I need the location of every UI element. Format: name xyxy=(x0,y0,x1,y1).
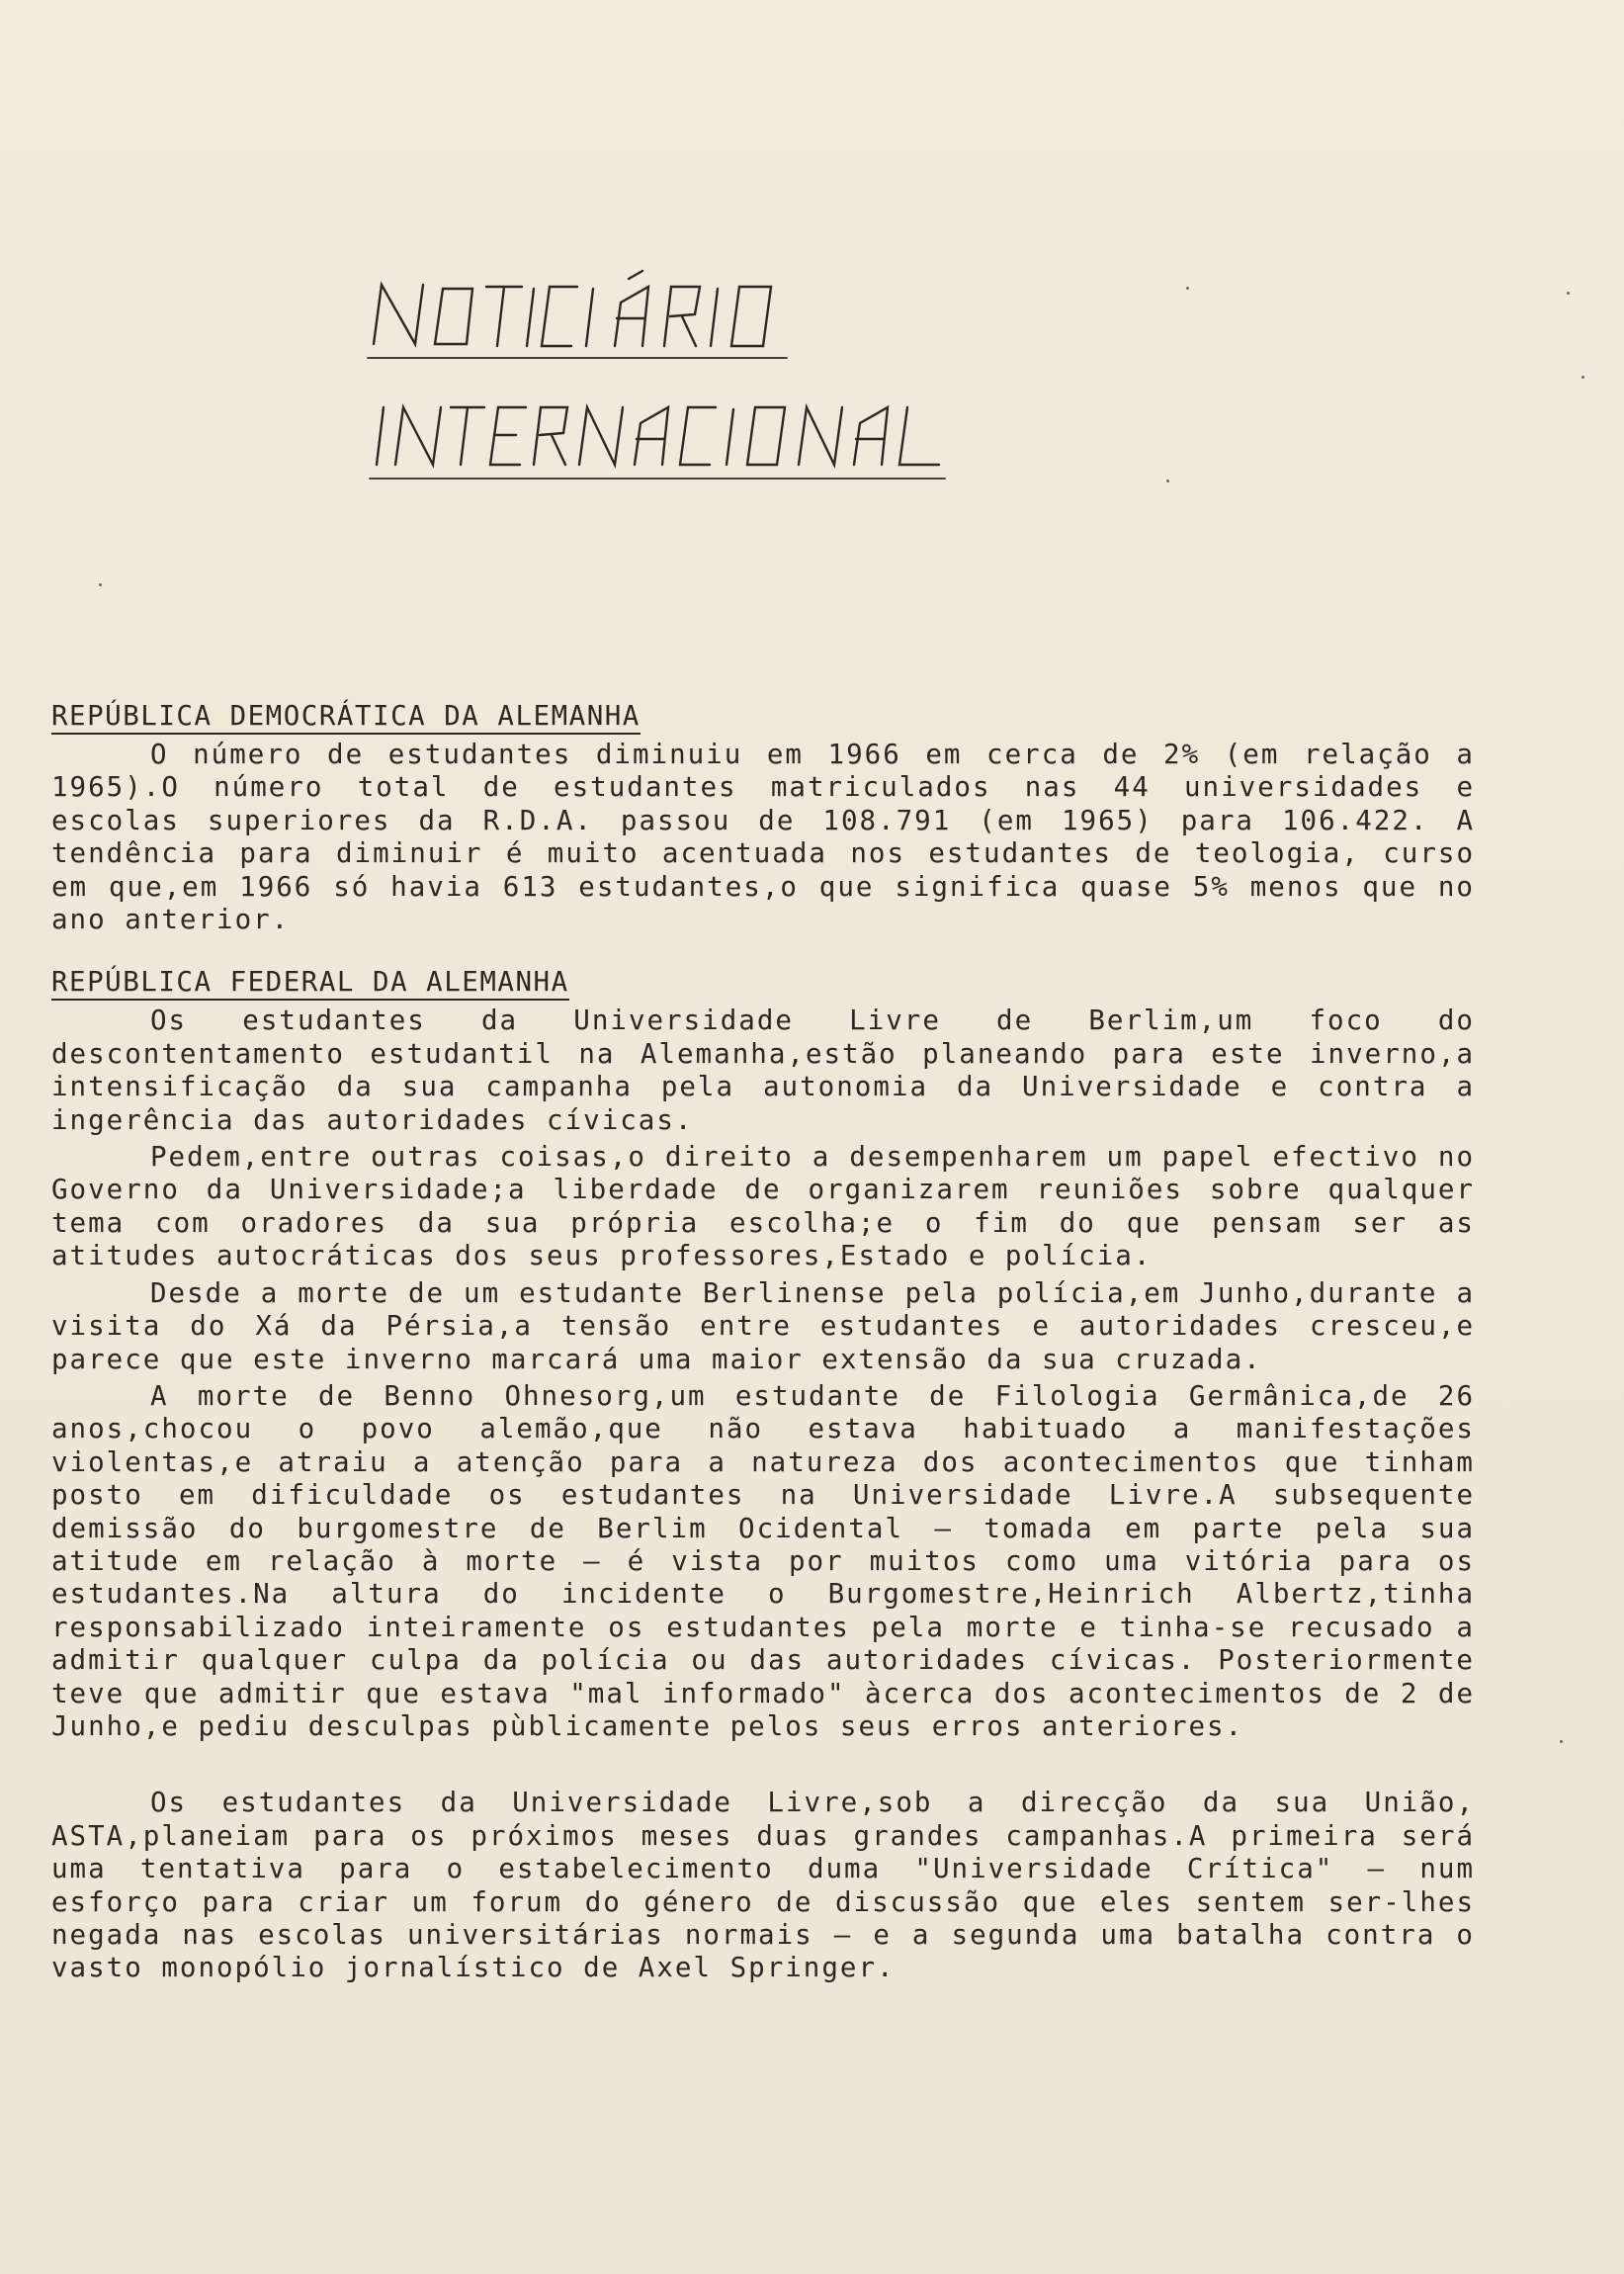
masthead-line2-lettering xyxy=(370,407,945,479)
paper-speck xyxy=(1560,1740,1563,1743)
masthead xyxy=(356,267,1048,494)
paragraph: A morte de Benno Ohnesorg,um estudante de Filologia Germânica,de 26 anos,chocou o povo alemão,que não estava habituado a manifestações violentas,e atraiu a atenção para a natureza dos acontecimentos que tinham posto em dificuldade os estudantes na Universidade Livre.A subsequente demissão do burgomestre de Berlim Ocidental — tomada em parte pela sua atitude em relação à morte — é vista por muitos como uma vitória para os estudantes.Na altura do incidente o Burgomestre,Heinrich Albertz,tinha responsabilizado inteiramente os estudantes pela morte e tinha-se recusado a admitir qualquer culpa da polícia ou das autoridades cívicas. Posteriormente teve que admitir que estava "mal informado" àcerca dos acontecimentos de 2 de Junho,e pediu desculpas pùblicamente pelos seus erros anteriores. xyxy=(51,1379,1475,1742)
article-body xyxy=(51,700,1475,2015)
section-rfa xyxy=(51,966,1475,1984)
paragraph: Os estudantes da Universidade Livre,sob a direcção da sua União, ASTA,planeiam para os próximos meses duas grandes campanhas.A primeira será uma tentativa para o estabelecimento duma "Universidade Crítica" — num esforço para criar um forum do género de discussão que eles sentem ser-lhes negada nas escolas universitárias normais — e a segunda uma batalha contra o vasto monopólio jornalístico de Axel Springer. xyxy=(51,1787,1475,1984)
paragraph: Pedem,entre outras coisas,o direito a desempenharem um papel efectivo no Governo da Universidade;a liberdade de organizarem reuniões sobre qualquer tema com oradores da sua própria escolha;e o fim do que pensam ser as atitudes autocráticas dos seus professores,Estado e polícia. xyxy=(51,1141,1475,1272)
paragraph: Os estudantes da Universidade Livre de Berlim,um foco do descontentamento estudantil na Alemanha,estão planeando para este inverno,a intensificação da sua campanha pela autonomia da Universidade e contra a ingerência das autoridades cívicas. xyxy=(51,1005,1475,1136)
section-heading: REPÚBLICA DEMOCRÁTICA DA ALEMANHA xyxy=(51,701,641,735)
section-rda xyxy=(51,700,1475,936)
masthead-logo xyxy=(356,267,1048,494)
paper-speck xyxy=(99,583,102,586)
masthead-line1-lettering xyxy=(368,271,787,358)
paper-speck xyxy=(1567,292,1570,295)
spacer xyxy=(51,1743,1475,1783)
paper-speck xyxy=(1186,287,1189,290)
paper-speck xyxy=(1581,376,1584,379)
paragraph: Desde a morte de um estudante Berlinense pela polícia,em Junho,durante a visita do Xá da Pérsia,a tensão entre estudantes e autoridades cresceu,e parece que este inverno marcará uma maior extensão da sua cruzada. xyxy=(51,1276,1475,1375)
paragraph: O número de estudantes diminuiu em 1966 em cerca de 2% (em relação a 1965).O número total de estudantes matriculados nas 44 universidades e escolas superiores da R.D.A. passou de 108.791 (em 1965) para 106.422. A tendência para diminuir é muito acentuada nos estudantes de teologia, curso em que,em 1966 só havia 613 estudantes,o que significa quase 5% menos que no ano anterior. xyxy=(51,739,1475,936)
section-heading: REPÚBLICA FEDERAL DA ALEMANHA xyxy=(51,967,569,1001)
paper-speck xyxy=(1166,480,1169,482)
